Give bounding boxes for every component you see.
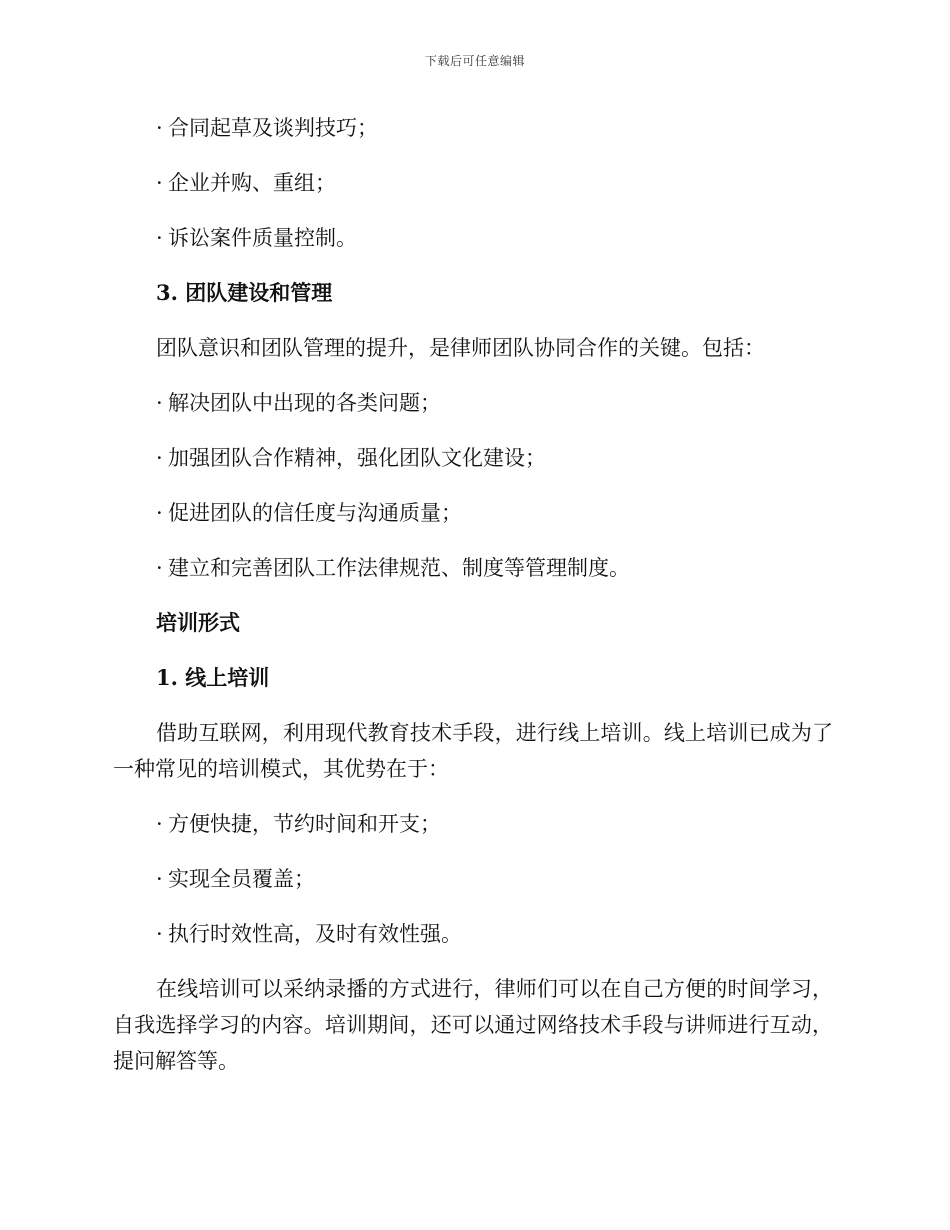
bullet-item bbox=[113, 385, 833, 421]
bullet-item bbox=[113, 861, 833, 897]
bullet-text: 诉讼案件质量控制。 bbox=[168, 226, 357, 250]
bullet-marker: · bbox=[156, 391, 163, 415]
paragraph-recording: 在线培训可以采纳录播的方式进行，律师们可以在自己方便的时间学习，自我选择学习的内容。培训期间，还可以通过网络技术手段与讲师进行互动，提问解答等。 bbox=[113, 977, 833, 1073]
bullet-marker: · bbox=[156, 501, 163, 525]
bullet-marker: · bbox=[156, 446, 163, 470]
section-heading-training-form: 培训形式 bbox=[156, 610, 240, 635]
bullet-text: 解决团队中出现的各类问题； bbox=[168, 391, 441, 415]
subsection-heading-online: 1. 线上培训 bbox=[156, 665, 270, 690]
bullet-marker: · bbox=[156, 116, 163, 140]
bullet-item bbox=[113, 916, 833, 952]
bullet-text: 合同起草及谈判技巧； bbox=[168, 116, 378, 140]
bullet-text: 促进团队的信任度与沟通质量； bbox=[168, 501, 462, 525]
bullet-item bbox=[113, 550, 833, 586]
bullet-text: 执行时效性高，及时有效性强。 bbox=[168, 922, 462, 946]
page-header: 下载后可任意编辑 bbox=[424, 54, 525, 68]
bullet-text: 企业并购、重组； bbox=[168, 171, 336, 195]
bullet-item bbox=[113, 165, 833, 201]
bullet-item bbox=[113, 110, 833, 146]
bullet-text: 建立和完善团队工作法律规范、制度等管理制度。 bbox=[168, 556, 630, 580]
bullet-marker: · bbox=[156, 922, 163, 946]
bullet-item bbox=[113, 495, 833, 531]
paragraph-online: 借助互联网，利用现代教育技术手段，进行线上培训。线上培训已成为了一种常见的培训模式，其优势在于： bbox=[113, 721, 833, 781]
bullet-item bbox=[113, 440, 833, 476]
bullet-text: 方便快捷，节约时间和开支； bbox=[168, 812, 441, 836]
bullet-text: 加强团队合作精神，强化团队文化建设； bbox=[168, 446, 546, 470]
bullet-marker: · bbox=[156, 867, 163, 891]
bullet-item bbox=[113, 220, 833, 256]
paragraph-team: 团队意识和团队管理的提升，是律师团队协同合作的关键。包括： bbox=[156, 336, 765, 360]
document-body bbox=[113, 110, 833, 1098]
bullet-marker: · bbox=[156, 556, 163, 580]
section-heading-team-building: 3. 团队建设和管理 bbox=[156, 280, 333, 305]
bullet-marker: · bbox=[156, 226, 163, 250]
bullet-marker: · bbox=[156, 812, 163, 836]
bullet-item bbox=[113, 806, 833, 842]
bullet-text: 实现全员覆盖； bbox=[168, 867, 315, 891]
bullet-marker: · bbox=[156, 171, 163, 195]
